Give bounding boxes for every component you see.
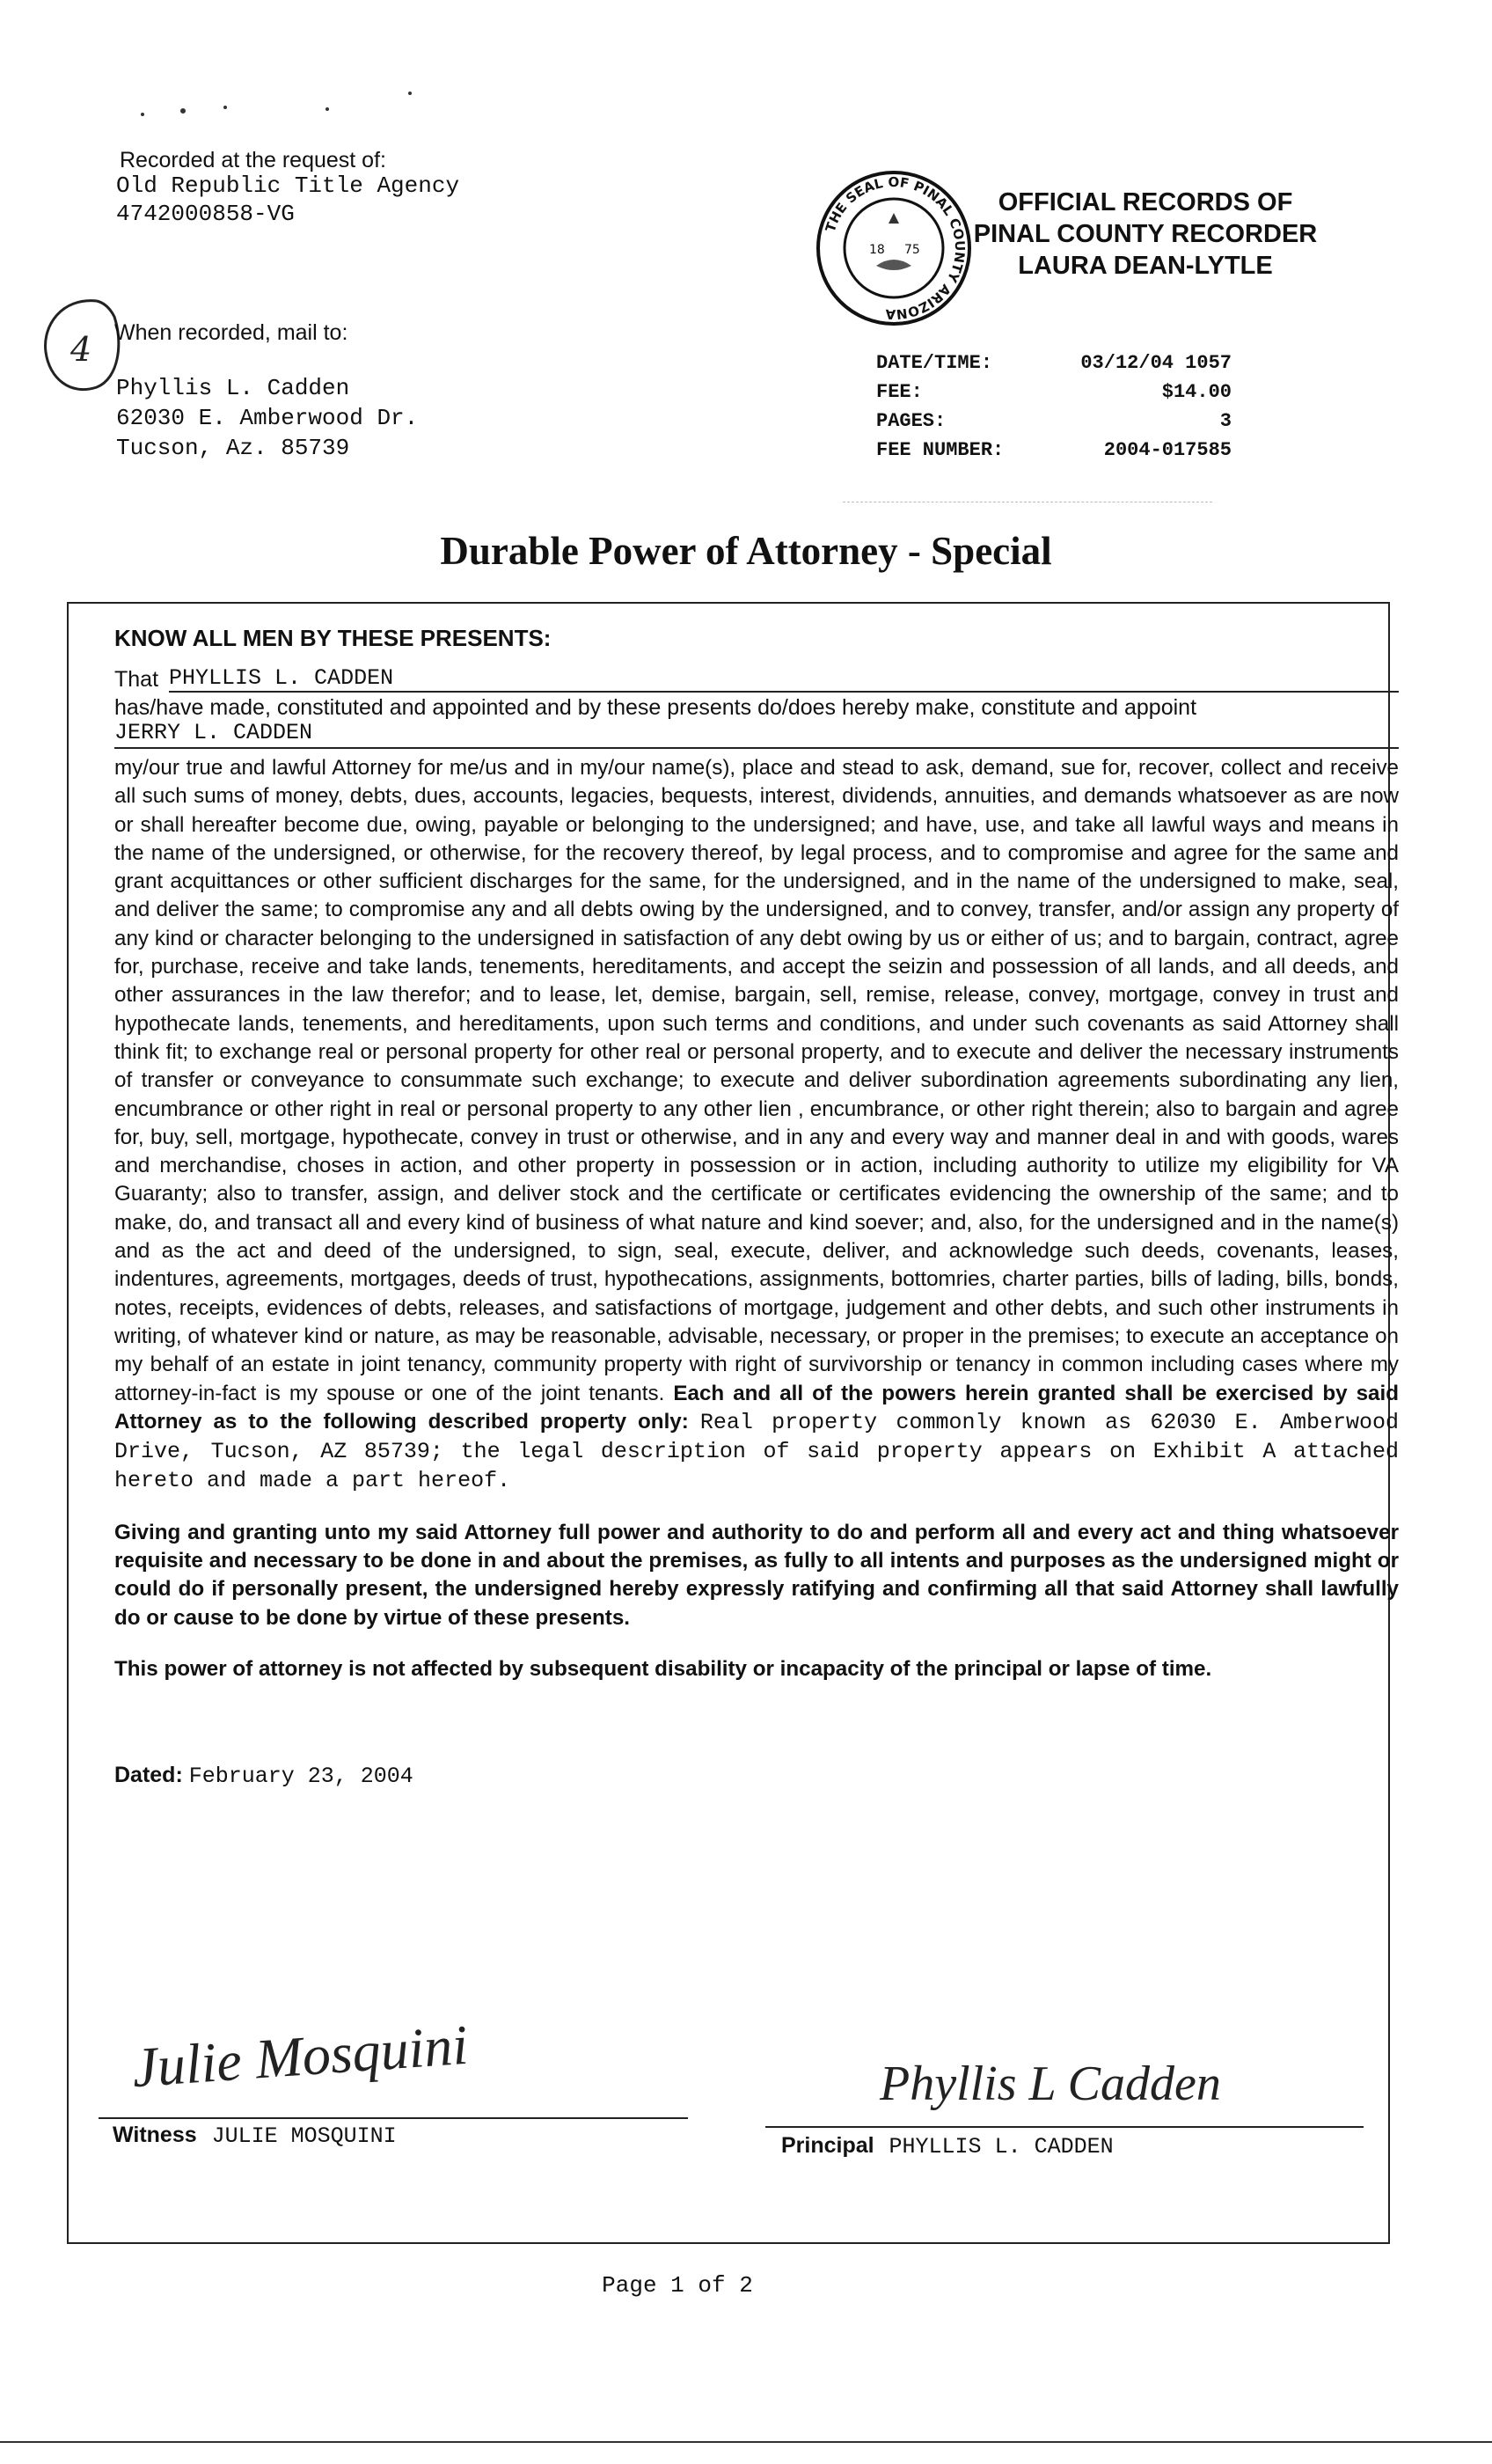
pages-label: PAGES: [876, 410, 947, 432]
that-line [114, 664, 1399, 693]
official-records-block [952, 187, 1339, 282]
scan-bottom-edge [0, 2441, 1492, 2443]
know-all-heading: KNOW ALL MEN BY THESE PRESENTS: [114, 625, 552, 651]
datetime-value: 03/12/04 1057 [1080, 352, 1232, 374]
pages-value: 3 [1219, 410, 1232, 432]
principal-name-field [169, 664, 1399, 693]
recording-info [876, 348, 1232, 465]
fee-number-value: 2004-017585 [1103, 439, 1232, 461]
mail-street: 62030 E. Amberwood Dr. [116, 405, 419, 431]
principal-name: PHYLLIS L. CADDEN [169, 665, 394, 691]
fee-number-label: FEE NUMBER: [876, 439, 1005, 461]
dated-label: Dated: [114, 1763, 183, 1788]
attorney-name: JERRY L. CADDEN [114, 720, 313, 745]
agency-name: Old Republic Title Agency [116, 172, 460, 199]
attorney-name-field [114, 721, 1399, 749]
principal-line [765, 2126, 1364, 2128]
powers-bold-clause: Each and all of the powers herein granted shall be exercised by said Attorney as to the following described property only: [114, 1381, 1399, 1434]
document-title: Durable Power of Attorney - Special [440, 529, 1052, 573]
witness-signature: Julie Mosquini [129, 2013, 471, 2100]
seal-text: THE SEAL OF PINAL COUNTY ARIZONA [822, 173, 969, 323]
witness-label: Witness [113, 2123, 197, 2147]
mail-city: Tucson, Az. 85739 [116, 435, 350, 461]
recorded-request-label: Recorded at the request of: [120, 148, 386, 172]
dated-line [114, 1763, 1399, 1789]
fee-label: FEE: [876, 381, 923, 403]
witness-line [99, 2117, 688, 2119]
witness-block [113, 2123, 397, 2149]
scan-specks [132, 88, 431, 123]
agency-number: 4742000858-VG [116, 201, 295, 227]
powers-paragraph [114, 754, 1399, 1496]
witness-name: JULIE MOSQUINI [211, 2123, 397, 2149]
handwritten-number: 4 [70, 330, 92, 369]
page-number: Page 1 of 2 [602, 2272, 753, 2299]
seal-year-left: 18 [869, 243, 885, 257]
dated-value: February 23, 2004 [188, 1764, 413, 1790]
official-records-line1: OFFICIAL RECORDS OF [998, 188, 1293, 216]
appoint-text: has/have made, constituted and appointed and by these presents do/does hereby make, constitute and appoint [114, 695, 1197, 720]
disability-paragraph: This power of attorney is not affected by subsequent disability or incapacity of the principal or lapse of time. [114, 1656, 1212, 1681]
mail-to-label: When recorded, mail to: [114, 320, 348, 345]
official-records-line2: PINAL COUNTY RECORDER [973, 220, 1318, 248]
principal-label: Principal [781, 2133, 874, 2158]
document-content [114, 625, 1399, 1789]
principal-block [781, 2133, 1114, 2160]
seal-year-right: 75 [904, 243, 920, 257]
that-label: That [114, 667, 159, 692]
county-seal [815, 169, 973, 327]
mail-name: Phyllis L. Cadden [116, 375, 350, 401]
principal-printed-name: PHYLLIS L. CADDEN [889, 2134, 1114, 2160]
official-records-line3: LAURA DEAN-LYTLE [1018, 252, 1273, 280]
property-description: Real property commonly known as 62030 E. Amberwood Drive, Tucson, AZ 85739; the legal description of said property appears on Exhibit A attached hereto and made a part hereof. [114, 1409, 1399, 1494]
fee-value: $14.00 [1161, 381, 1232, 403]
body-text: my/our true and lawful Attorney for me/us and in my/our name(s), place and stead to ask, demand, sue for, recover, collect and receive all such sums of money, debts, dues, accounts, legacies, bequests, interest, dividends, annuities, and demands whatsoever as are now or shall hereafter become due, owing, payable or belonging to the undersigned; and have, use, and take all lawful ways and means in the name of the undersigned, or otherwise, for the recovery thereof, by legal process, and to compromise and agree for the same and grant acquittances or other sufficient discharges for the same, for the undersigned, and in the name of the undersigned to make, seal, and deliver the same; to compromise any and all debts owing by the undersigned, and to convey, transfer, and/or assign any property of any kind or character belonging to the undersigned in satisfaction of any debt owing by us or either of us; and to bargain, contract, agree for, purchase, receive and take lands, tenements, hereditaments, and accept the seizin and possession of all lands, and all deeds, and other assurances in the law therefor; and to lease, let, demise, bargain, sell, remise, release, convey, mortgage, convey in trust and hypothecate lands, tenements, and hereditaments, upon such terms and conditions, and under such covenants as said Attorney shall think fit; to exchange real or personal property for other real or personal property, and to execute and deliver the necessary instruments of transfer or conveyance to consummate such exchange; to execute and deliver subordination agreements subordinating any lien, encumbrance or other right in real or personal property to any other lien , encumbrance, or other right therein; also to bargain and agree for, buy, sell, mortgage, hypothecate, convey in trust or otherwise, and in any and every way and manner deal in and with goods, wares and merchandise, choses in action, and other property in possession or in action, including authority to utilize my eligibility for VA Guaranty; also to transfer, assign, and deliver stock and the certificate or certificates evidencing the ownership of the same; and to make, do, and transact all and every kind of business of what nature and kind soever; and, also, for the undersigned and in the name(s) and as the act and deed of the undersigned, to sign, seal, execute, deliver, and acknowledge such deeds, covenants, leases, indentures, agreements, mortgages, deeds of trust, hypothecations, assignments, bottomries, charter parties, bills of lading, bills, bonds, notes, receipts, evidences of debts, releases, and satisfactions of mortgage, judgement and other debts, and such other instruments in writing, of whatever kind or nature, as may be reasonable, advisable, necessary, or proper in the premises; to execute an acceptance on my behalf of an estate in joint tenancy, community property with right of survivorship or tenancy in common including cases where my attorney-in-fact is my spouse or one of the joint tenants. [114, 756, 1399, 1405]
principal-signature: Phyllis L Cadden [880, 2057, 1221, 2111]
granting-paragraph: Giving and granting unto my said Attorney full power and authority to do and perform all and every act and thing whatsoever requisite and necessary to be done in and about the premises, as fully to all intents and purposes as the undersigned might or could do if personally present, the undersigned hereby expressly ratifying and confirming all that said Attorney shall lawfully do or cause to be done by virtue of these presents. [114, 1520, 1399, 1630]
datetime-label: DATE/TIME: [876, 352, 993, 374]
